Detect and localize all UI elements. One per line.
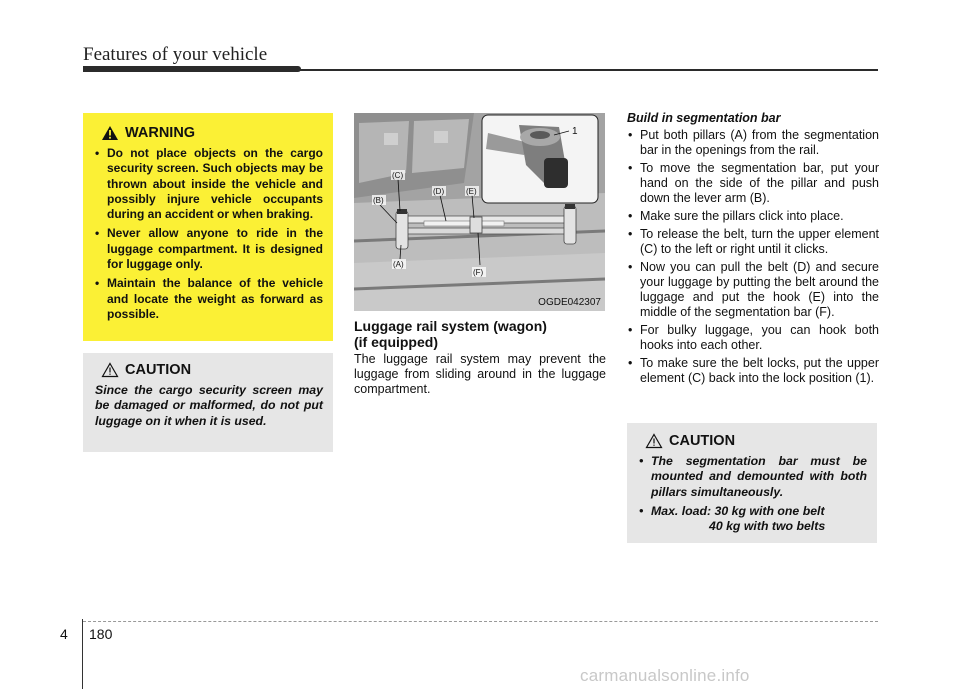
load-line-one-belt: • Max. load: 30 kg with one belt xyxy=(651,503,825,518)
step-item: • To make sure the belt locks, put the upper element (C) back into the lock position (1). xyxy=(627,356,879,386)
caution-heading: CAUTION xyxy=(125,362,192,378)
figure-label-b: (B) xyxy=(373,196,384,205)
load-line-two-belts: 40 kg with two belts xyxy=(709,519,826,534)
caution-box-segmentation xyxy=(627,423,877,543)
footer-dashed-rule xyxy=(83,621,878,622)
step-item: • For bulky luggage, you can hook both hooks into each other. xyxy=(627,323,879,353)
header-rule-thin xyxy=(298,69,878,71)
figure-label-f: (F) xyxy=(473,268,484,277)
caution-heading: CAUTION xyxy=(669,433,736,449)
warning-list xyxy=(93,146,323,322)
figure-label-a: (A) xyxy=(393,260,404,269)
warning-triangle-icon xyxy=(101,125,119,141)
caution-triangle-icon xyxy=(645,433,663,449)
figure-label-d: (D) xyxy=(433,187,445,196)
section-title-line1: Luggage rail system (wagon) xyxy=(354,318,547,334)
figure-label-e: (E) xyxy=(466,187,477,196)
figure-label-1: 1 xyxy=(572,126,578,137)
section-body: The luggage rail system may prevent the luggage from sliding around in the luggage compartment. xyxy=(354,352,606,396)
step-item: • To move the segmentation bar, put your hand on the side of the pillar and push down the lever arm (B). xyxy=(627,161,879,206)
step-item: • Make sure the pillars click into place. xyxy=(627,209,879,224)
caution-item-load xyxy=(637,504,867,535)
caution-heading-row xyxy=(93,362,323,378)
warning-heading-row xyxy=(93,125,323,141)
caution-triangle-icon xyxy=(101,362,119,378)
segmentation-steps xyxy=(627,128,879,389)
step-item: • Put both pillars (A) from the segmentation bar in the openings from the rail. xyxy=(627,128,879,158)
caution-text: Since the cargo security screen may be damaged or malformed, do not put luggage on it when it is used. xyxy=(95,383,323,428)
warning-item: • Never allow anyone to ride in the luggage compartment. It is designed for luggage only. xyxy=(93,226,323,272)
warning-item: • Maintain the balance of the vehicle and locate the weight as forward as possible. xyxy=(93,276,323,322)
caution-box-screen xyxy=(83,353,333,452)
warning-box xyxy=(83,113,333,341)
page-header-title: Features of your vehicle xyxy=(83,44,268,65)
caution-list xyxy=(637,454,867,534)
warning-item: • Do not place objects on the cargo security screen. Such objects may be thrown about inside the vehicle and possibly injure vehicle occupants during an accident or when braking. xyxy=(93,146,323,222)
figure-label-c: (C) xyxy=(392,171,404,180)
caution-heading-row xyxy=(637,433,867,449)
footer-chapter-number: 4 xyxy=(60,626,68,642)
segmentation-title: Build in segmentation bar xyxy=(627,111,781,125)
footer-divider xyxy=(82,619,83,689)
luggage-compartment-illustration xyxy=(354,113,605,311)
step-item: • Now you can pull the belt (D) and secure your luggage by putting the belt around the luggage and put the hook (E) into the middle of the segmentation bar (F). xyxy=(627,260,879,320)
figure-code: OGDE042307 xyxy=(538,297,601,308)
warning-heading: WARNING xyxy=(125,125,196,141)
luggage-rail-figure xyxy=(354,113,605,311)
footer-page-number: 180 xyxy=(89,626,113,642)
step-item: • To release the belt, turn the upper element (C) to the left or right until it clicks. xyxy=(627,227,879,257)
watermark: carmanualsonline.info xyxy=(580,666,750,685)
section-title xyxy=(354,318,547,350)
header-rule-thick xyxy=(83,66,301,72)
section-title-line2: (if equipped) xyxy=(354,334,438,350)
caution-item: • The segmentation bar must be mounted and demounted with both pillars simultaneously. xyxy=(637,454,867,500)
